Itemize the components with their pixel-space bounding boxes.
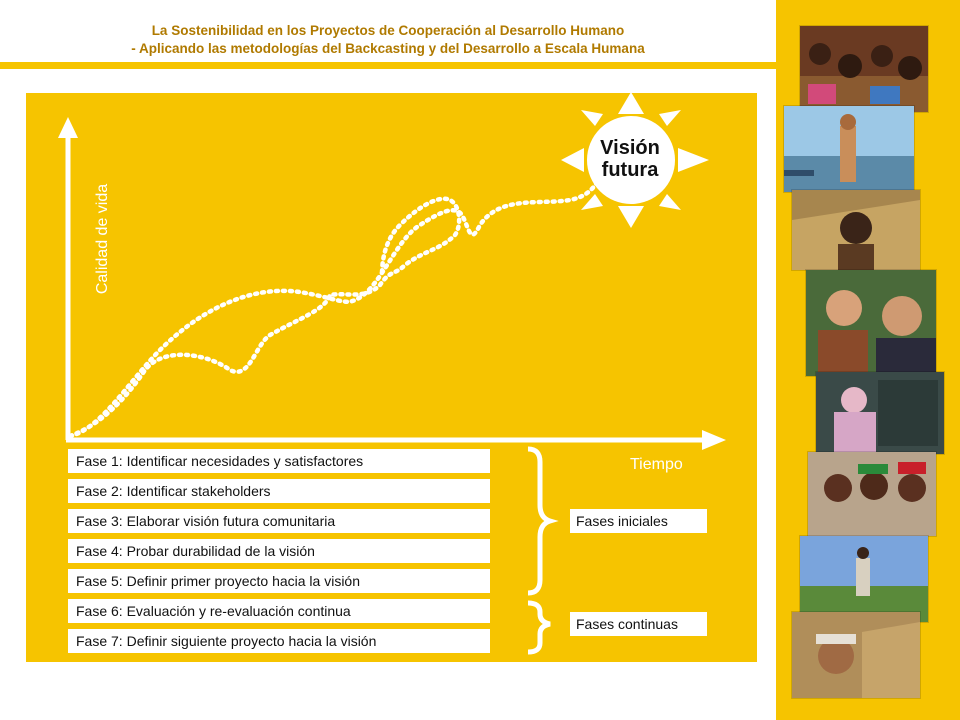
vision-line-1: Visión <box>600 137 660 159</box>
phase-5: Fase 5: Definir primer proyecto hacia la visión <box>68 569 490 593</box>
phase-2: Fase 2: Identificar stakeholders <box>68 479 490 503</box>
vision-text <box>590 137 670 181</box>
vision-line-2: futura <box>601 159 659 181</box>
x-axis-arrowhead <box>702 430 726 450</box>
y-axis-arrowhead <box>58 117 78 138</box>
title-line-2: - Aplicando las metodologías del Backcasting y del Desarrollo a Escala Humana <box>131 41 645 56</box>
phase-3: Fase 3: Elaborar visión futura comunitaria <box>68 509 490 533</box>
path-upper <box>70 178 600 436</box>
group-initial-phases: Fases iniciales <box>570 509 707 533</box>
phase-7: Fase 7: Definir siguiente proyecto hacia la visión <box>68 629 490 653</box>
x-axis-label: Tiempo <box>630 456 683 473</box>
title-line-1: La Sostenibilidad en los Proyectos de Cooperación al Desarrollo Humano <box>151 23 625 38</box>
phase-6: Fase 6: Evaluación y re-evaluación continua <box>68 599 490 623</box>
y-axis-label: Calidad de vida <box>94 183 111 295</box>
brace-continuous <box>528 603 550 652</box>
phase-4: Fase 4: Probar durabilidad de la visión <box>68 539 490 563</box>
group-continuous-phases: Fases continuas <box>570 612 707 636</box>
path-lower <box>70 199 459 436</box>
brace-initial <box>528 449 550 593</box>
phase-1: Fase 1: Identificar necesidades y satisfactores <box>68 449 490 473</box>
